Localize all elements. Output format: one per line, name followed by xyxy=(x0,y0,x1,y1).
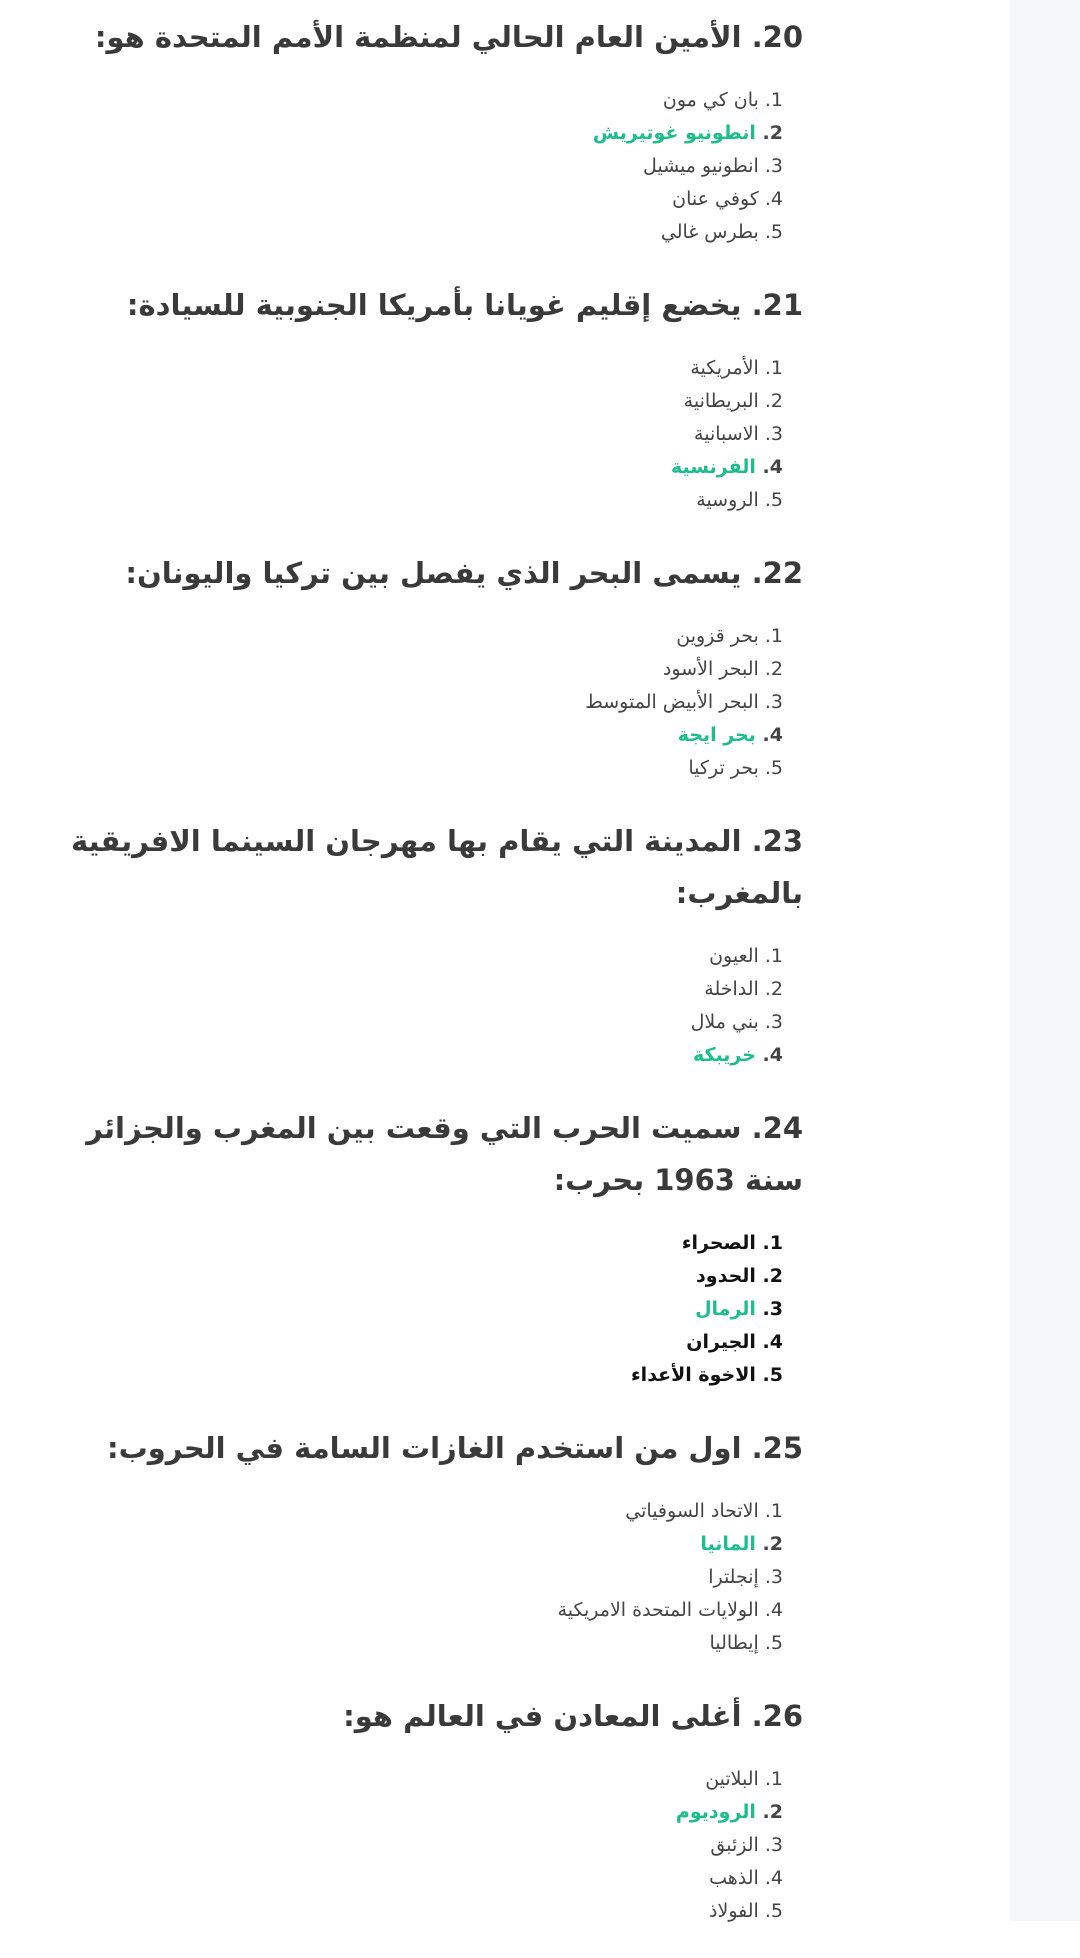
option-number: 4. xyxy=(758,1599,783,1621)
options-list xyxy=(70,1227,803,1392)
options-list xyxy=(70,352,803,517)
option xyxy=(70,940,783,973)
question-heading: 26. أغلى المعادن في العالم هو: xyxy=(343,1699,803,1733)
option-number: 4. xyxy=(758,1867,783,1889)
option-text: خريبكة xyxy=(692,1044,756,1066)
option-text: البريطانية xyxy=(683,390,759,412)
option-text: الاتحاد السوفياتي xyxy=(625,1500,759,1522)
option-text: العيون xyxy=(709,945,759,967)
option-text: الروسية xyxy=(696,489,759,511)
option-number: 3. xyxy=(758,423,783,445)
option-text: الصحراء xyxy=(681,1232,756,1254)
question-21 xyxy=(70,279,803,517)
question-heading: 20. الأمين العام الحالي لمنظمة الأمم المتحدة هو: xyxy=(94,20,803,54)
option-correct xyxy=(70,719,783,752)
option-number: 4. xyxy=(755,724,783,746)
option-correct xyxy=(70,451,783,484)
option-text: بحر تركيا xyxy=(688,757,759,779)
option-number: 4. xyxy=(755,456,783,478)
option xyxy=(70,1763,783,1796)
option xyxy=(70,216,783,249)
option-number: 3. xyxy=(758,691,783,713)
options-list xyxy=(70,940,803,1072)
option xyxy=(70,653,783,686)
option-number: 5. xyxy=(758,489,783,511)
option xyxy=(70,752,783,785)
option xyxy=(70,484,783,517)
option-text: انطونيو غوتيريش xyxy=(592,122,756,144)
option xyxy=(70,973,783,1006)
option-text: بطرس غالي xyxy=(660,221,759,243)
option-number: 1. xyxy=(758,89,783,111)
question-number: 24 xyxy=(762,1111,803,1145)
option-number: 3. xyxy=(758,155,783,177)
option-number: 1. xyxy=(758,357,783,379)
option xyxy=(70,1326,783,1359)
option xyxy=(70,1561,783,1594)
option-correct xyxy=(70,1796,783,1829)
option-text: الذهب xyxy=(709,1867,759,1889)
option-text: الروديوم xyxy=(675,1801,756,1823)
option-text: الاخوة الأعداء xyxy=(630,1364,756,1386)
question-26 xyxy=(70,1690,803,1928)
options-list xyxy=(70,1495,803,1660)
option-number: 3. xyxy=(758,1566,783,1588)
question-text: يسمى البحر الذي يفصل بين تركيا واليونان: xyxy=(125,556,742,590)
option xyxy=(70,150,783,183)
option-text: بني ملال xyxy=(690,1011,759,1033)
question-text: أغلى المعادن في العالم هو: xyxy=(343,1699,742,1733)
option xyxy=(70,1227,783,1260)
question-number: 26 xyxy=(762,1699,803,1733)
option-text: الفولاذ xyxy=(709,1900,759,1922)
option-text: الرمال xyxy=(695,1298,756,1320)
option-text: بحر ايجة xyxy=(677,724,756,746)
option-number: 2. xyxy=(755,122,783,144)
option-number: 5. xyxy=(758,757,783,779)
option xyxy=(70,352,783,385)
option-correct xyxy=(70,1293,783,1326)
question-heading: 22. يسمى البحر الذي يفصل بين تركيا واليونان: xyxy=(125,556,803,590)
option-number: 5. xyxy=(755,1364,783,1386)
option-text: المانيا xyxy=(700,1533,756,1555)
question-number: 22 xyxy=(762,556,803,590)
option-text: كوفي عنان xyxy=(672,188,759,210)
question-22 xyxy=(70,547,803,785)
option xyxy=(70,1359,783,1392)
question-25 xyxy=(70,1422,803,1660)
option xyxy=(70,183,783,216)
question-heading: 25. اول من استخدم الغازات السامة في الحروب: xyxy=(107,1431,803,1465)
question-heading: 21. يخضع إقليم غويانا بأمريكا الجنوبية للسيادة: xyxy=(126,288,803,322)
option xyxy=(70,1627,783,1660)
option-number: 2. xyxy=(758,978,783,1000)
question-text: سميت الحرب التي وقعت بين المغرب والجزائر سنة 1963 بحرب: xyxy=(86,1111,803,1197)
question-number: 25 xyxy=(762,1431,803,1465)
option-text: الفرنسية xyxy=(671,456,756,478)
option-correct xyxy=(70,117,783,150)
option xyxy=(70,1006,783,1039)
option xyxy=(70,1594,783,1627)
question-number: 23 xyxy=(762,824,803,858)
options-list xyxy=(70,84,803,249)
question-number: 20 xyxy=(762,20,803,54)
question-text: الأمين العام الحالي لمنظمة الأمم المتحدة هو: xyxy=(94,20,742,54)
question-24 xyxy=(70,1102,803,1392)
quiz-content xyxy=(70,11,803,1958)
option-number: 2. xyxy=(758,658,783,680)
option xyxy=(70,418,783,451)
option-text: البلاتين xyxy=(705,1768,759,1790)
option xyxy=(70,1895,783,1928)
question-heading: 24. سميت الحرب التي وقعت بين المغرب والجزائر سنة 1963 بحرب: xyxy=(86,1111,803,1197)
option-text: البحر الأبيض المتوسط xyxy=(585,691,759,713)
option-text: بان كي مون xyxy=(662,89,759,111)
option-text: الاسبانية xyxy=(694,423,759,445)
options-list xyxy=(70,620,803,785)
option-number: 2. xyxy=(755,1265,783,1287)
option-text: الزئبق xyxy=(710,1834,759,1856)
option-text: البحر الأسود xyxy=(662,658,759,680)
option-number: 2. xyxy=(755,1533,783,1555)
question-text: اول من استخدم الغازات السامة في الحروب: xyxy=(107,1431,742,1465)
option-number: 5. xyxy=(758,221,783,243)
option-number: 1. xyxy=(758,945,783,967)
option-number: 2. xyxy=(755,1801,783,1823)
option xyxy=(70,1495,783,1528)
option-number: 3. xyxy=(758,1011,783,1033)
options-list xyxy=(70,1763,803,1928)
option xyxy=(70,1862,783,1895)
option-number: 5. xyxy=(758,1632,783,1654)
option-number: 4. xyxy=(758,188,783,210)
option-number: 3. xyxy=(755,1298,783,1320)
option-text: الولايات المتحدة الامريكية xyxy=(557,1599,759,1621)
option-number: 4. xyxy=(755,1044,783,1066)
option-text: بحر قزوين xyxy=(676,625,759,647)
option xyxy=(70,1829,783,1862)
option-number: 1. xyxy=(758,1768,783,1790)
option-text: انطونيو ميشيل xyxy=(642,155,759,177)
option-text: إيطاليا xyxy=(709,1632,759,1654)
option xyxy=(70,385,783,418)
option-number: 1. xyxy=(758,1500,783,1522)
option xyxy=(70,84,783,117)
option xyxy=(70,686,783,719)
page-side-rail xyxy=(1010,0,1080,1921)
option xyxy=(70,620,783,653)
option-number: 5. xyxy=(758,1900,783,1922)
option-number: 2. xyxy=(758,390,783,412)
question-text: المدينة التي يقام بها مهرجان السينما الافريقية بالمغرب: xyxy=(70,824,803,910)
option-number: 1. xyxy=(755,1232,783,1254)
question-heading: 23. المدينة التي يقام بها مهرجان السينما الافريقية بالمغرب: xyxy=(70,824,803,910)
question-20 xyxy=(70,11,803,249)
option-number: 1. xyxy=(758,625,783,647)
option-text: الأمريكية xyxy=(690,357,759,379)
option-text: الجيران xyxy=(686,1331,756,1353)
option-text: الداخلة xyxy=(704,978,759,1000)
option xyxy=(70,1260,783,1293)
option-text: إنجلترا xyxy=(708,1566,759,1588)
option-number: 3. xyxy=(758,1834,783,1856)
question-23 xyxy=(70,815,803,1072)
option-text: الحدود xyxy=(696,1265,756,1287)
option-correct xyxy=(70,1528,783,1561)
question-text: يخضع إقليم غويانا بأمريكا الجنوبية للسيادة: xyxy=(126,288,742,322)
question-number: 21 xyxy=(762,288,803,322)
option-number: 4. xyxy=(755,1331,783,1353)
option-correct xyxy=(70,1039,783,1072)
